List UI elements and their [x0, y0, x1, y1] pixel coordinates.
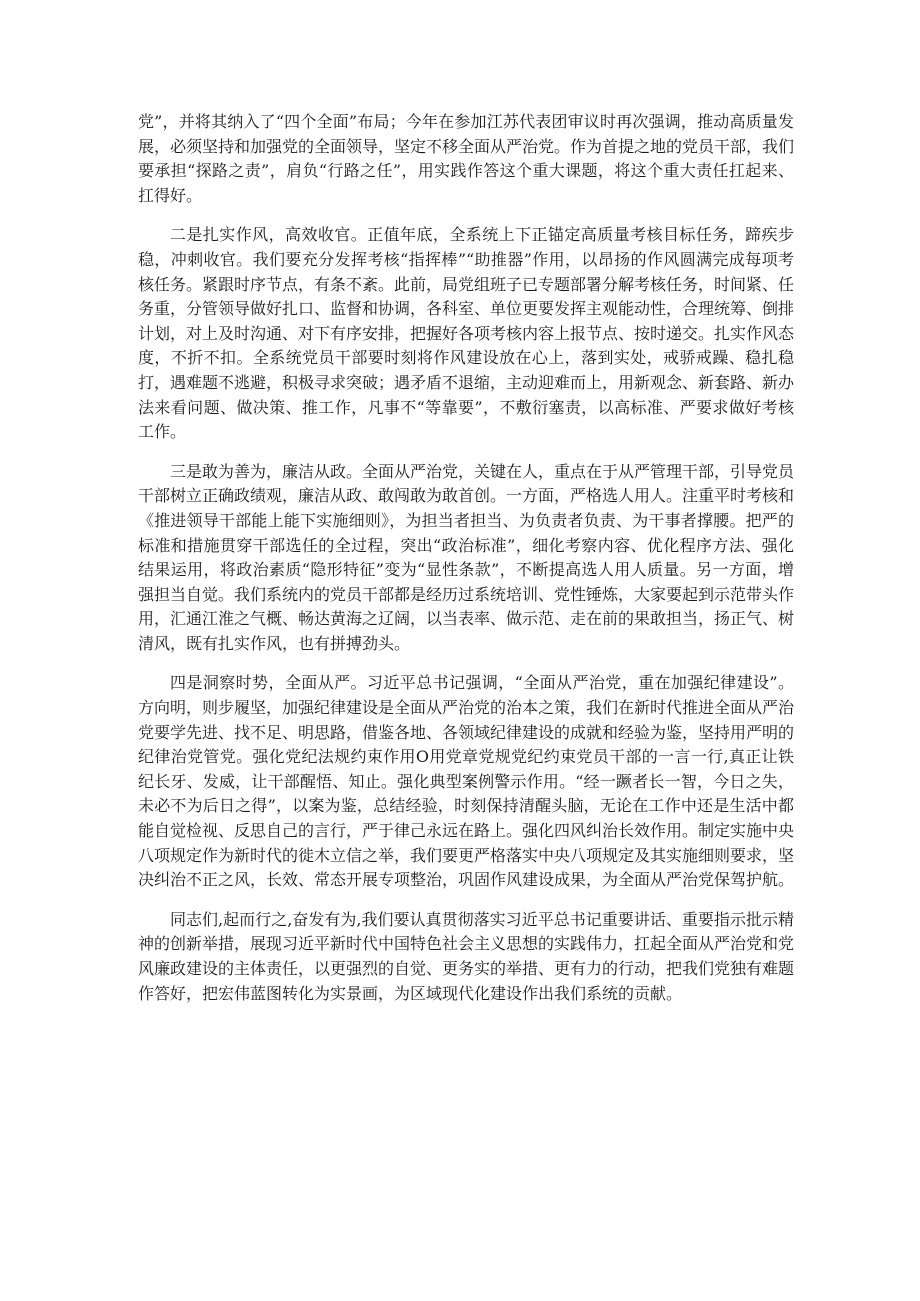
paragraph-continuation: 党”，并将其纳入了“四个全面”布局；今年在参加江苏代表团审议时再次强调，推动高质量发展，必须坚持和加强党的全面领导，坚定不移全面从严治党。作为首提之地的党员干部，我们要承担“探路之责”，肩负“行路之任”，用实践作答这个重大课题，将这个重大责任扛起来、扛得好。: [138, 112, 795, 205]
paragraph-point-four: 四是洞察时势，全面从严。习近平总书记强调，“全面从严治党，重在加强纪律建设”。方向明，则步履坚，加强纪律建设是全面从严治党的治本之策，我们在新时代推进全面从严治党要学先进、找不足、明思路，借鉴各地、各领域纪律建设的成就和经验为鉴，坚持用严明的纪律治党管党。强化党纪法规约束作用O用党章党规党纪约束党员干部的一言一行,真正让铁纪长牙、发威，让干部醒悟、知止。强化典型案例警示作用。“经一蹶者长一智，今日之失，未必不为后日之得”，以案为鉴，总结经验，时刻保持清醒头脑，无论在工作中还是生活中都能自觉检视、反思自己的言行，严于律己永远在路上。强化四风纠治长效作用。制定实施中央八项规定作为新时代的徙木立信之举，我们要更严格落实中央八项规定及其实施细则要求，坚决纠治不正之风，长效、常态开展专项整治，巩固作风建设成果，为全面从严治党保驾护航。: [138, 673, 795, 890]
paragraph-point-three: 三是敢为善为，廉洁从政。全面从严治党，关键在人，重点在于从严管理干部，引导党员干部树立正确政绩观，廉洁从政、敢闯敢为敢首创。一方面，严格选人用人。注重平时考核和《推进领导干部能上能下实施细则》，为担当者担当、为负责者负责、为干事者撑腰。把严的标准和措施贯穿干部选任的全过程，突出“政治标准”，细化考察内容、优化程序方法、强化结果运用，将政治素质“隐形特征”变为“显性条款”，不断提高选人用人质量。另一方面，增强担当自觉。我们系统内的党员干部都是经历过系统培训、党性锤炼，大家要起到示范带头作用，汇通江淮之气概、畅达黄海之辽阔，以当表率、做示范、走在前的果敢担当，扬正气、树清风，既有扎实作风，也有拼搏劲头。: [138, 461, 795, 653]
paragraph-closing: 同志们,起而行之,奋发有为,我们要认真贯彻落实习近平总书记重要讲话、重要指示批示精神的创新举措，展现习近平新时代中国特色社会主义思想的实践伟力，扛起全面从严治党和党风廉政建设的主体责任，以更强烈的自觉、更务实的举措、更有力的行动，把我们党独有难题作答好，把宏伟蓝图转化为实景画，为区域现代化建设作出我们系统的贡献。: [138, 909, 795, 1003]
document-page: [138, 110, 794, 1021]
paragraph-point-two: 二是扎实作风，高效收官。正值年底，全系统上下正锚定高质量考核目标任务，蹄疾步稳，冲刺收官。我们要充分发挥考核“指挥棒”“助推器”作用，以昂扬的作风圆满完成每项考核任务。紧跟时序节点，有条不紊。此前，局党组班子已专题部署分解考核任务，时间紧、任务重，分管领导做好扎口、监督和协调，各科室、单位更要发挥主观能动性，合理统筹、倒排计划，对上及时沟通、对下有序安排，把握好各项考核内容上报节点、按时递交。扎实作风态度，不折不扣。全系统党员干部要时刻将作风建设放在心上，落到实处，戒骄戒躁、稳扎稳打，遇难题不逃避，积极寻求突破；遇矛盾不退缩，主动迎难而上，用新观念、新套路、新办法来看问题、做决策、推工作，凡事不“等靠要”，不敷衍塞责，以高标准、严要求做好考核工作。: [138, 225, 795, 442]
